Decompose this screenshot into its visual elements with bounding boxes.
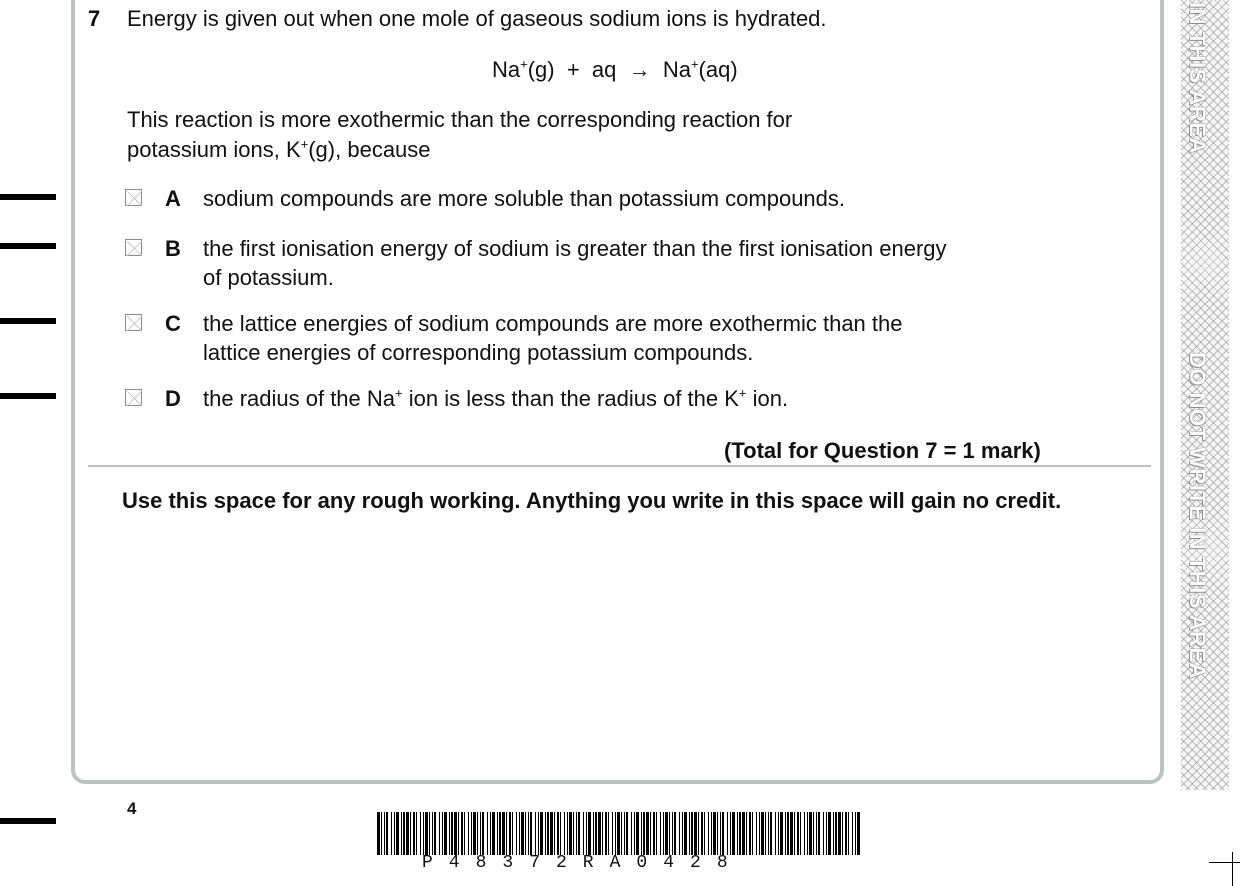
- option-c-checkbox[interactable]: [125, 314, 142, 331]
- crop-mark: [1209, 862, 1240, 863]
- margin-tick: [0, 243, 56, 249]
- option-letter: D: [165, 386, 181, 411]
- option-letter: A: [165, 186, 181, 211]
- option-text: sodium compounds are more soluble than potassium compounds.: [203, 186, 846, 211]
- barcode: [377, 812, 861, 855]
- margin-tick: [0, 318, 56, 324]
- question-number: 7: [88, 6, 101, 31]
- crop-mark: [1232, 852, 1233, 886]
- option-a-checkbox[interactable]: [125, 189, 142, 206]
- question-stem: Energy is given out when one mole of gaseous sodium ions is hydrated.: [127, 6, 827, 31]
- barcode-text: P48372RA0428: [422, 853, 744, 873]
- option-letter: B: [165, 236, 181, 261]
- margin-tick: [0, 194, 56, 200]
- divider: [88, 465, 1151, 467]
- option-d-checkbox[interactable]: [125, 389, 142, 406]
- option-text: the first ionisation energy of sodium is greater than the first ionisation energy of potassium.: [203, 236, 947, 290]
- margin-tick: [0, 818, 56, 824]
- question-lead: This reaction is more exothermic than the corresponding reaction for potassium ions, K+(g), because: [127, 107, 793, 162]
- option-text: the radius of the Na+ ion is less than the radius of the K+ ion.: [203, 385, 789, 411]
- margin-label-middle: DO NOT WRITE IN THIS AREA: [1185, 352, 1210, 680]
- margin-label-top: IN THIS AREA: [1185, 2, 1210, 154]
- option-text: the lattice energies of sodium compounds are more exothermic than the lattice energies of corresponding potassium compounds.: [203, 311, 903, 365]
- margin-tick: [0, 393, 56, 399]
- reaction-equation: Na+(g) + aq → Na+(aq): [492, 56, 738, 82]
- option-letter: C: [165, 311, 181, 336]
- rough-working-note: Use this space for any rough working. Anything you write in this space will gain no credit.: [122, 488, 1062, 513]
- total-marks: (Total for Question 7 = 1 mark): [724, 438, 1041, 463]
- page-number: 4: [127, 799, 137, 818]
- option-b-checkbox[interactable]: [125, 239, 142, 256]
